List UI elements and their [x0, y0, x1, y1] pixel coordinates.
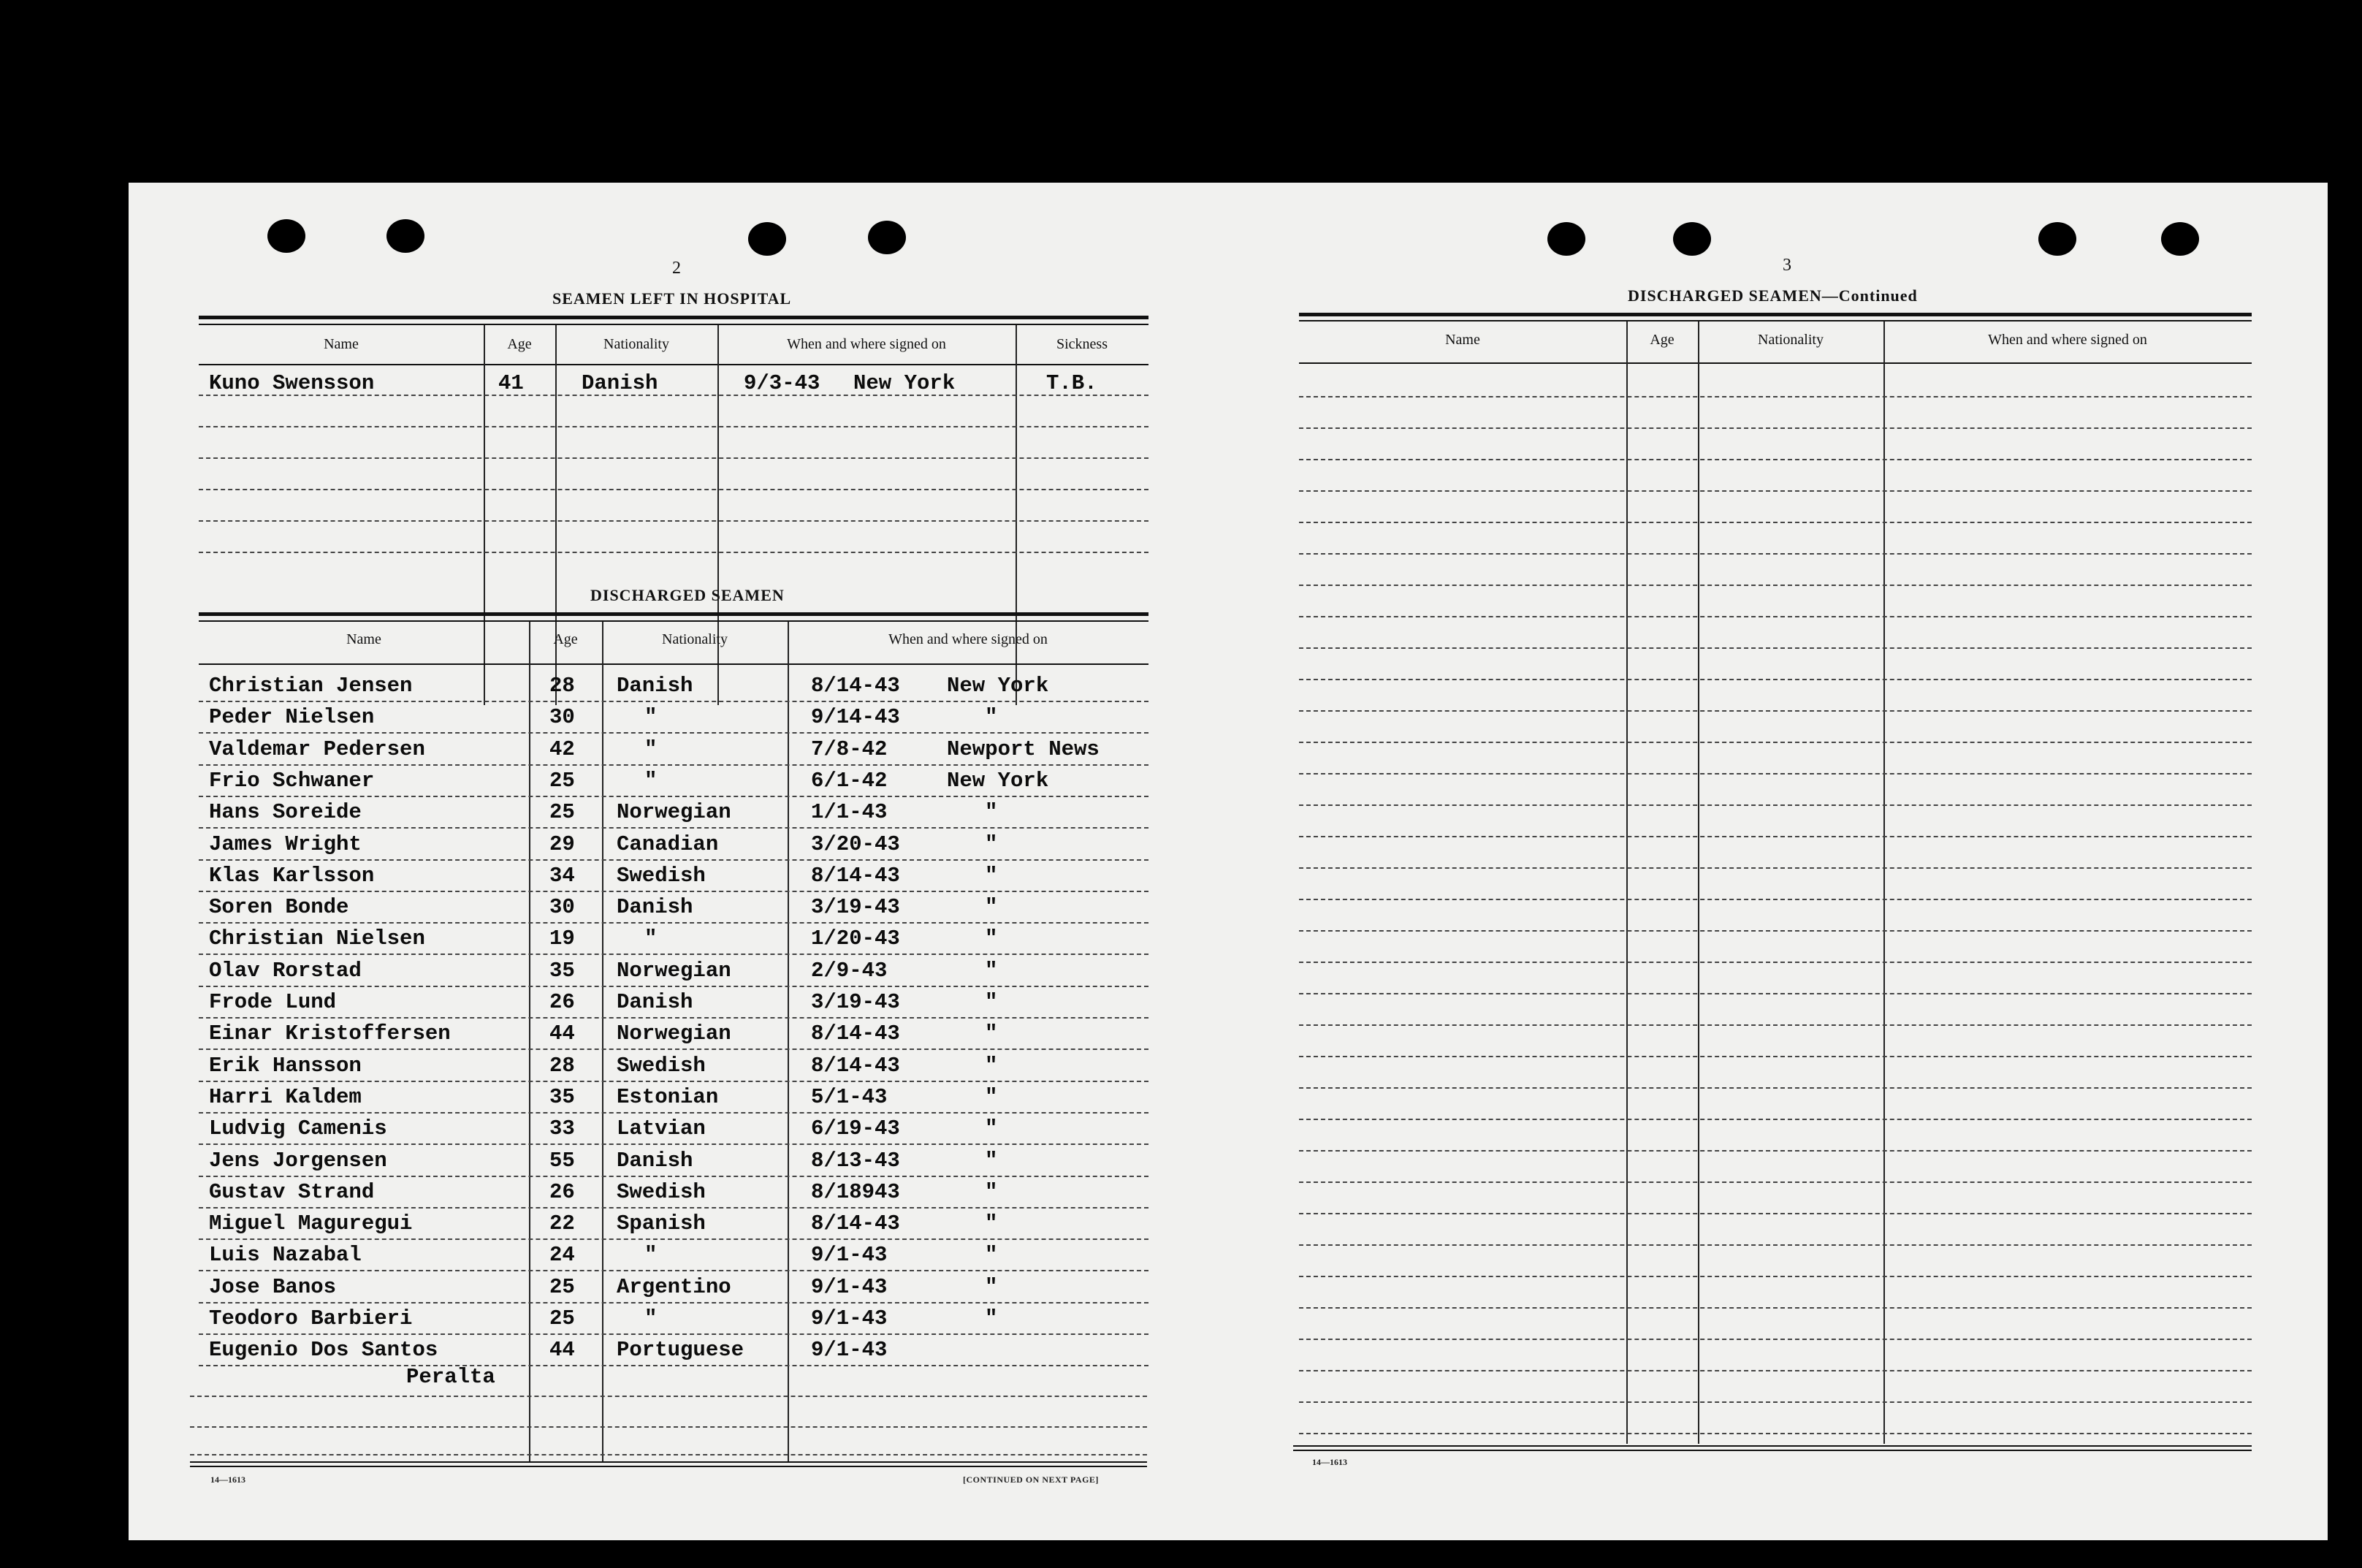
row-line — [1299, 742, 2252, 743]
seaman-age: 24 — [549, 1243, 575, 1267]
signed-on-date: 2/9-43 — [811, 959, 888, 983]
signed-on-date: 3/19-43 — [811, 990, 900, 1014]
signed-on-place: " — [985, 800, 998, 824]
row-line — [1299, 899, 2252, 900]
seaman-age: 35 — [549, 1085, 575, 1109]
seaman-nationality: Norwegian — [617, 959, 731, 983]
seaman-name: Hans Soreide — [209, 800, 362, 824]
discharged-section-title: DISCHARGED SEAMEN — [590, 586, 785, 604]
page-number: 3 — [1783, 256, 1791, 275]
row-line — [199, 489, 1148, 490]
table-rule — [190, 1466, 1147, 1467]
signed-on-date: 9/1-43 — [811, 1338, 888, 1362]
column-header-name: Name — [1445, 332, 1480, 348]
punch-hole — [386, 219, 424, 253]
row-line — [1299, 585, 2252, 586]
seaman-nationality: " — [644, 1243, 658, 1267]
row-line — [1299, 490, 2252, 492]
seaman-age: 44 — [549, 1021, 575, 1046]
signed-on-date: 6/19-43 — [811, 1116, 900, 1141]
hospital-date: 9/3-43 — [744, 371, 820, 395]
page-number: 2 — [672, 259, 681, 278]
hospital-age: 41 — [498, 371, 524, 395]
signed-on-date: 9/1-43 — [811, 1243, 888, 1267]
row-line — [199, 552, 1148, 553]
column-header-age: Age — [1650, 332, 1675, 348]
hospital-section-title: SEAMEN LEFT IN HOSPITAL — [552, 289, 792, 308]
column-header-age: Age — [553, 631, 578, 647]
form-number: 14—1613 — [1312, 1457, 1347, 1467]
signed-on-place: Newport News — [947, 737, 1100, 761]
row-line — [199, 520, 1148, 522]
row-line — [1299, 804, 2252, 806]
row-line — [199, 732, 1148, 734]
signed-on-place: " — [985, 864, 998, 888]
column-header-name: Name — [324, 336, 359, 352]
row-line — [1299, 1370, 2252, 1371]
continued-note: [CONTINUED ON NEXT PAGE] — [963, 1474, 1099, 1485]
seaman-nationality: Danish — [617, 674, 693, 698]
punch-hole — [2038, 222, 2076, 256]
row-line — [199, 395, 1148, 396]
punch-hole — [267, 219, 305, 253]
seaman-age: 29 — [549, 832, 575, 856]
seaman-nationality: " — [644, 769, 658, 793]
column-header-nationality: Nationality — [603, 336, 669, 352]
seaman-nationality: " — [644, 737, 658, 761]
row-line — [199, 1333, 1148, 1335]
column-header-sickness: Sickness — [1056, 336, 1108, 352]
column-divider — [555, 325, 557, 705]
signed-on-date: 8/14-43 — [811, 1211, 900, 1236]
row-line — [1299, 1181, 2252, 1183]
seaman-name: Teodoro Barbieri — [209, 1306, 413, 1331]
seaman-age: 28 — [549, 674, 575, 698]
row-line — [199, 954, 1148, 955]
table-rule — [199, 316, 1148, 319]
signed-on-date: 8/18943 — [811, 1180, 900, 1204]
signed-on-date: 5/1-43 — [811, 1085, 888, 1109]
seaman-name: Frode Lund — [209, 990, 337, 1014]
row-line — [1299, 1119, 2252, 1120]
column-divider — [717, 325, 719, 705]
row-line — [190, 1454, 1147, 1455]
signed-on-place: " — [985, 832, 998, 856]
seaman-age: 33 — [549, 1116, 575, 1141]
column-header-age: Age — [507, 336, 532, 352]
row-line — [199, 701, 1148, 702]
row-line — [199, 1302, 1148, 1304]
seaman-name: Soren Bonde — [209, 895, 349, 919]
row-line — [1299, 647, 2252, 649]
seaman-name: Frio Schwaner — [209, 769, 375, 793]
punch-hole — [2161, 222, 2199, 256]
row-line — [1299, 679, 2252, 680]
seaman-age: 22 — [549, 1211, 575, 1236]
row-line — [190, 1426, 1147, 1428]
table-rule — [199, 663, 1148, 665]
seaman-nationality: Swedish — [617, 864, 706, 888]
row-line — [1299, 1056, 2252, 1057]
row-line — [199, 426, 1148, 427]
row-line — [1299, 1213, 2252, 1214]
seaman-name: Luis Nazabal — [209, 1243, 362, 1267]
table-rule — [199, 620, 1148, 622]
row-line — [1299, 396, 2252, 397]
seaman-name: Christian Nielsen — [209, 926, 425, 951]
row-line — [199, 1270, 1148, 1271]
seaman-age: 26 — [549, 990, 575, 1014]
seaman-age: 28 — [549, 1054, 575, 1078]
punch-hole — [868, 221, 906, 254]
seaman-name: Jose Banos — [209, 1275, 337, 1299]
row-line — [1299, 1150, 2252, 1152]
seaman-name: Jens Jorgensen — [209, 1149, 387, 1173]
row-line — [199, 1176, 1148, 1177]
signed-on-place: New York — [947, 674, 1049, 698]
seaman-name: Ludvig Camenis — [209, 1116, 387, 1141]
punch-hole — [1547, 222, 1585, 256]
signed-on-date: 1/20-43 — [811, 926, 900, 951]
column-divider — [529, 622, 530, 1462]
row-line — [199, 796, 1148, 797]
signed-on-place: " — [985, 990, 998, 1014]
seaman-age: 25 — [549, 769, 575, 793]
seaman-nationality: Danish — [617, 990, 693, 1014]
row-line — [1299, 616, 2252, 617]
signed-on-place: New York — [947, 769, 1049, 793]
signed-on-date: 9/14-43 — [811, 705, 900, 729]
seaman-age: 30 — [549, 705, 575, 729]
column-header-signed-on: When and where signed on — [1988, 332, 2147, 348]
table-rule — [1299, 320, 2252, 321]
row-line — [1299, 1307, 2252, 1309]
seaman-nationality: " — [644, 926, 658, 951]
row-line — [1299, 867, 2252, 869]
seaman-age: 25 — [549, 1306, 575, 1331]
row-line — [1299, 522, 2252, 523]
row-line — [199, 859, 1148, 861]
signed-on-place: " — [985, 1021, 998, 1046]
signed-on-date: 6/1-42 — [811, 769, 888, 793]
seaman-age: 44 — [549, 1338, 575, 1362]
signed-on-date: 9/1-43 — [811, 1306, 888, 1331]
signed-on-place: " — [985, 1085, 998, 1109]
signed-on-date: 3/19-43 — [811, 895, 900, 919]
table-rule — [190, 1461, 1147, 1463]
signed-on-place: " — [985, 1306, 998, 1331]
signed-on-place: " — [985, 926, 998, 951]
seaman-nationality: " — [644, 705, 658, 729]
signed-on-place: " — [985, 959, 998, 983]
signed-on-date: 8/14-43 — [811, 1054, 900, 1078]
row-line — [199, 986, 1148, 987]
seaman-age: 26 — [549, 1180, 575, 1204]
seaman-name: Klas Karlsson — [209, 864, 375, 888]
column-header-nationality: Nationality — [662, 631, 728, 647]
row-line — [1299, 930, 2252, 932]
signed-on-place: " — [985, 1180, 998, 1204]
signed-on-place: " — [985, 1275, 998, 1299]
row-line — [1299, 993, 2252, 994]
column-divider — [788, 622, 789, 1462]
column-header-signed-on: When and where signed on — [787, 336, 946, 352]
seaman-nationality: Estonian — [617, 1085, 719, 1109]
row-line — [199, 891, 1148, 892]
row-line — [199, 1017, 1148, 1019]
row-line — [199, 764, 1148, 766]
row-line — [1299, 1244, 2252, 1246]
seaman-age: 19 — [549, 926, 575, 951]
seaman-nationality: Portuguese — [617, 1338, 744, 1362]
form-number: 14—1613 — [210, 1474, 245, 1485]
seaman-nationality: " — [644, 1306, 658, 1331]
row-line — [1299, 553, 2252, 555]
seaman-age: 34 — [549, 864, 575, 888]
column-divider — [484, 325, 485, 705]
seaman-name: Peder Nielsen — [209, 705, 375, 729]
seaman-age: 42 — [549, 737, 575, 761]
signed-on-place: " — [985, 895, 998, 919]
table-rule — [199, 324, 1148, 325]
row-line — [1299, 836, 2252, 837]
table-rule — [1299, 313, 2252, 316]
seaman-nationality: Norwegian — [617, 1021, 731, 1046]
row-line — [1299, 427, 2252, 429]
seaman-name: Erik Hansson — [209, 1054, 362, 1078]
signed-on-place: " — [985, 1116, 998, 1141]
signed-on-date: 7/8-42 — [811, 737, 888, 761]
signed-on-date: 8/13-43 — [811, 1149, 900, 1173]
seaman-name: Eugenio Dos Santos — [209, 1338, 438, 1362]
column-divider — [1016, 325, 1017, 705]
seaman-age: 35 — [549, 959, 575, 983]
signed-on-date: 9/1-43 — [811, 1275, 888, 1299]
row-line — [1299, 1433, 2252, 1434]
row-line — [199, 1081, 1148, 1082]
seaman-nationality: Argentino — [617, 1275, 731, 1299]
row-line — [1299, 710, 2252, 712]
column-header-signed-on: When and where signed on — [888, 631, 1048, 647]
seaman-name: Einar Kristoffersen — [209, 1021, 451, 1046]
signed-on-place: " — [985, 1054, 998, 1078]
row-line — [1299, 1339, 2252, 1340]
seaman-nationality: Danish — [617, 1149, 693, 1173]
row-line — [1299, 1276, 2252, 1277]
seaman-nationality: Latvian — [617, 1116, 706, 1141]
row-line — [199, 1048, 1148, 1050]
row-line — [190, 1396, 1147, 1397]
signed-on-date: 3/20-43 — [811, 832, 900, 856]
seaman-name: Olav Rorstad — [209, 959, 362, 983]
signed-on-place: " — [985, 1149, 998, 1173]
row-line — [199, 1207, 1148, 1209]
seaman-name: Miguel Maguregui — [209, 1211, 413, 1236]
row-line — [1299, 1024, 2252, 1026]
hospital-nationality: Danish — [582, 371, 658, 395]
seaman-age: 30 — [549, 895, 575, 919]
signed-on-place: " — [985, 1211, 998, 1236]
table-rule — [1293, 1445, 2252, 1447]
seaman-nationality: Canadian — [617, 832, 719, 856]
row-line — [1299, 962, 2252, 963]
continued-section-title: DISCHARGED SEAMEN—Continued — [1628, 286, 1918, 305]
signed-on-place: " — [985, 705, 998, 729]
row-line — [199, 1238, 1148, 1240]
signed-on-place: " — [985, 1243, 998, 1267]
seaman-age: 25 — [549, 800, 575, 824]
seaman-name: Christian Jensen — [209, 674, 413, 698]
signed-on-date: 8/14-43 — [811, 864, 900, 888]
seaman-nationality: Swedish — [617, 1054, 706, 1078]
column-header-name: Name — [346, 631, 381, 647]
seaman-name: Harri Kaldem — [209, 1085, 362, 1109]
seaman-age: 55 — [549, 1149, 575, 1173]
seaman-name: Valdemar Pedersen — [209, 737, 425, 761]
hospital-name: Kuno Swensson — [209, 371, 375, 395]
row-line — [1299, 1087, 2252, 1089]
name-continuation: Peralta — [406, 1365, 495, 1389]
seaman-nationality: Spanish — [617, 1211, 706, 1236]
signed-on-date: 8/14-43 — [811, 1021, 900, 1046]
seaman-age: 25 — [549, 1275, 575, 1299]
hospital-place: New York — [853, 371, 956, 395]
row-line — [199, 827, 1148, 829]
document-sheet — [129, 183, 2328, 1540]
row-line — [199, 922, 1148, 924]
row-line — [199, 457, 1148, 459]
punch-hole — [748, 222, 786, 256]
seaman-nationality: Norwegian — [617, 800, 731, 824]
table-rule — [1299, 362, 2252, 364]
seaman-name: James Wright — [209, 832, 362, 856]
column-header-nationality: Nationality — [1758, 332, 1824, 348]
signed-on-date: 1/1-43 — [811, 800, 888, 824]
signed-on-date: 8/14-43 — [811, 674, 900, 698]
seaman-nationality: Swedish — [617, 1180, 706, 1204]
table-rule — [199, 364, 1148, 365]
row-line — [1299, 459, 2252, 460]
table-rule — [199, 612, 1148, 616]
seaman-nationality: Danish — [617, 895, 693, 919]
row-line — [199, 1365, 1148, 1366]
row-line — [1299, 1401, 2252, 1403]
row-line — [1299, 773, 2252, 775]
seaman-name: Gustav Strand — [209, 1180, 375, 1204]
hospital-sickness: T.B. — [1046, 371, 1097, 395]
row-line — [199, 1112, 1148, 1114]
column-divider — [602, 622, 603, 1462]
row-line — [199, 1143, 1148, 1145]
table-rule — [1293, 1450, 2252, 1451]
punch-hole — [1673, 222, 1711, 256]
